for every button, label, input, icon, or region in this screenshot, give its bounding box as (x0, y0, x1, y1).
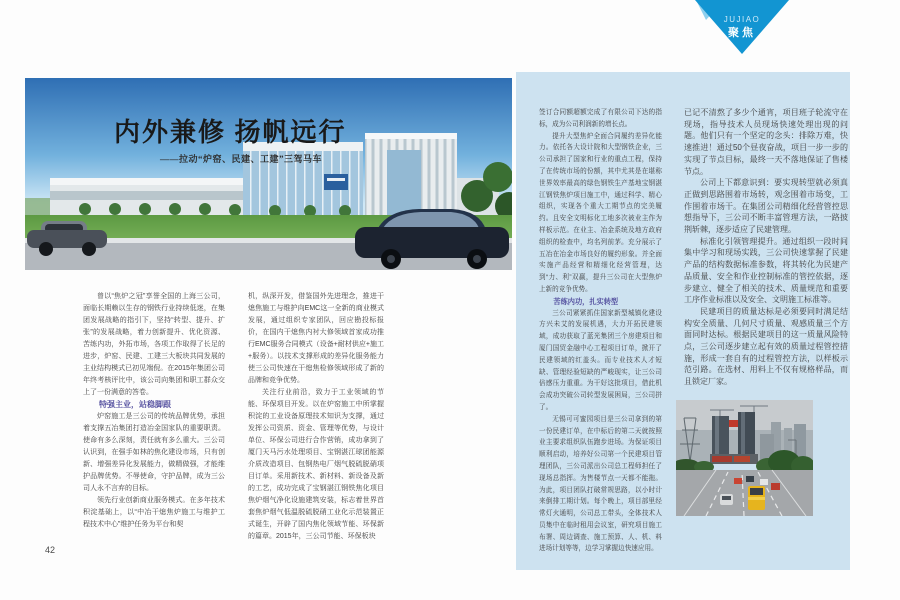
paragraph: 炉窑施工是三公司的传统品牌优势，承担着支撑五冶集团打造冶金国家队的重要职责。使命有多么深刻，责任就有多么重大。三公司认识到，在强手如林的焦化建设市场，只有创新、增强差异化发展能力，做精做强，才能维护品牌优势。不辱使命，守护品牌，成为三公司人永不言弃的目标。 (83, 413, 225, 492)
paragraph: 已记不清熬了多少个通宵，项目班子轮流守在现场，指导技术人员现场快速处理出现的问题。他们只有一个坚定的念头：排除万难，快速推进！通过50个昼夜奋战，项目一步一步的实现了节点目标，最终一天不落地保证了售楼节点。 (684, 108, 848, 176)
paragraph: 机，纵深开发，借鉴国外先进理念，推进干熄焦施工与维护向EMC这一全新的商业模式发展，通过组织专家团队，回应勘投标报价，在国内干熄焦内衬大修领域首家成功推行EMC服务合同模式（设备+耐材供应+施工+服务）。以技术支撑形成的差异化服务能力使三公司快速在干熄焦检修领域形成了新的品牌和竞争优势。 (248, 293, 384, 384)
paragraph: 签订合同额超额完成了有限公司下达的指标，成为公司利润新的增长点。 (539, 109, 662, 128)
page-number: 42 (45, 545, 56, 555)
article-subtitle: ——拉动“炉窑、民建、工建”三驾马车 (160, 154, 323, 164)
left-page-column-2 (248, 291, 384, 543)
paragraph: 关注行业前沿，致力于工业领域的节能、环保项目开发。以在炉窑施工中所掌握积淀的工业设备原理技术知识为支撑，通过发挥公司资质、资金、管理等优势，与设计单位、环保公司进行合作营销，成功拿到了厦门天马污水处理项目、宝钢湛江球团能源介质改造项目、包钢热电厂烟气脱硫脱硝项目订单。采用新技术、新材料、新设备及新的工艺，成功完成了宝钢湛江钢铁焦化项目焦炉烟气净化设施建筑安装，标志着世界首套焦炉烟气低温脱硫脱硝工业化示范装置正式诞生，开辟了国内焦化领域节能、环保新的篇章。2015年，三公司节能、环保板块 (248, 389, 384, 540)
paragraph: 民建项目的质量达标是必须要同时满足结构安全质量、几何尺寸质量、观感质量三个方面同时达标。根据民建项目的这一质量风险特点，三公司逐步建立起有效的质量过程管控措施，形成一套自有的过程管控方法，以样板示范引路。在选材、用料上不仅有规格样品，而且锁定厂家。 (684, 306, 848, 387)
yellow-bus (748, 486, 765, 510)
paragraph: 领先行业创新商业服务模式。在多年技术积淀基础上，以“中冶干熄焦炉施工与维护工程技术中心”维护任务为平台和契 (83, 497, 225, 528)
street-photo (676, 400, 813, 516)
paragraph: 提升大型焦炉全面合同履约差异化能力。依托各大设计院和大型钢铁企业，三公司承担了国家和行业的重点工程，保持了在传统市场的份额，其中尤其是在堪称世界效率最高的绿色钢铁生产基地宝钢湛江钢铁焦炉项目施工中，通过科学、精心组织，实现各个重大工期节点的完美履约。且安全文明标化工地多次被业主作为样板示范。在业主、冶金系统及地方政府组织的检查中，均名列前茅。充分展示了五冶在冶金市场良好的履约形象。并全面实施产品经营和精细化经营管理，达到“力、利”双赢，提升三公司在大型焦炉上新的竞争优势。 (539, 132, 662, 293)
factory-photo (25, 78, 512, 270)
silver-car (720, 494, 733, 505)
badge-en-label: JUJIAO (723, 15, 761, 24)
badge-zh-label: 聚焦 (728, 27, 756, 39)
right-page-column-2 (684, 107, 848, 388)
focus-badge (694, 0, 790, 54)
right-page-column-1 (539, 107, 662, 555)
paragraph: 曾以“焦炉之冠”享誉全国的上海三公司，面临长期赖以生存的钢铁行业持续低迷，在集团发展战略的指引下，坚持“转型、提升、扩张”的发展战略，着力创新提升、优化资源、苦练内功，外拓市场，各项工作取得了长足的进步，炉窑、民建、工建三大板块共同发展的主业结构模式已初见端倪。在2015年集团公司年终考核评比中，该公司向集团和职工群众交上了一份满意的答卷。 (83, 293, 225, 396)
article-title: 内外兼修 扬帆远行 (114, 118, 347, 147)
section-heading: 苦练内功，扎实转型 (553, 296, 619, 306)
left-page-column-1 (83, 291, 225, 531)
street-photo-image (676, 400, 813, 516)
paragraph: 标准化引领管理提升。通过组织一段时间集中学习和现场实践，三公司快速掌握了民建产品的结构数据标准参数，将其转化为民建产品质量、安全和作业控制标准的管控依据，逐步建立、健全了相关的技术、质量规范和重要工序作业标准以及安全、文明施工标准等。 (684, 236, 848, 305)
paragraph: 三公司紧紧抓住国家新型城镇化建设方兴未艾的发展机遇，大力开拓民建领域，成功获取了蓝光集团三个房建项目和厦门国贸金融中心工程项目订单，掀开了民建领域的红盖头。而专业技术人才短缺、管理经验短缺的严峻现实，让三公司倍感压力重重。为干好这批项目，借此机会成功突破公司转型发展困局，三公司拼了。 (539, 309, 662, 411)
paragraph: 无锡可可蜜园项目是三公司拿到的第一份民建订单，在中标后的第二天就按照业主要求组织队伍跑步进场。为保证项目顺利启动，培养好公司第一个民建项目管理团队，三公司派出公司总工程师担任了现场总指挥。为售楼节点一天都不能拖。为此，项目团队打破常规思路，以小时计来倒排工期计划。每个晚上，项目部里经常灯火通明，公司总工带头，全体技术人员集中在临时租用会议室，研究项目施工布署、周边调查、施工预算、人、机、料进场计划等等，边学习掌握边快速应用。 (539, 415, 662, 553)
paragraph: 公司上下都意识到：要实现转型就必须真正做到思路围着市场转，观念围着市场变，工作围着市场干。在集团公司精细化经营管控思想指导下，三公司不断丰富管理方法，一路披荆斩棘，逐步适应了民建管理。 (684, 178, 848, 235)
section-heading: 特强主业，站稳脚跟 (99, 400, 171, 409)
factory-photo-image (25, 78, 512, 270)
